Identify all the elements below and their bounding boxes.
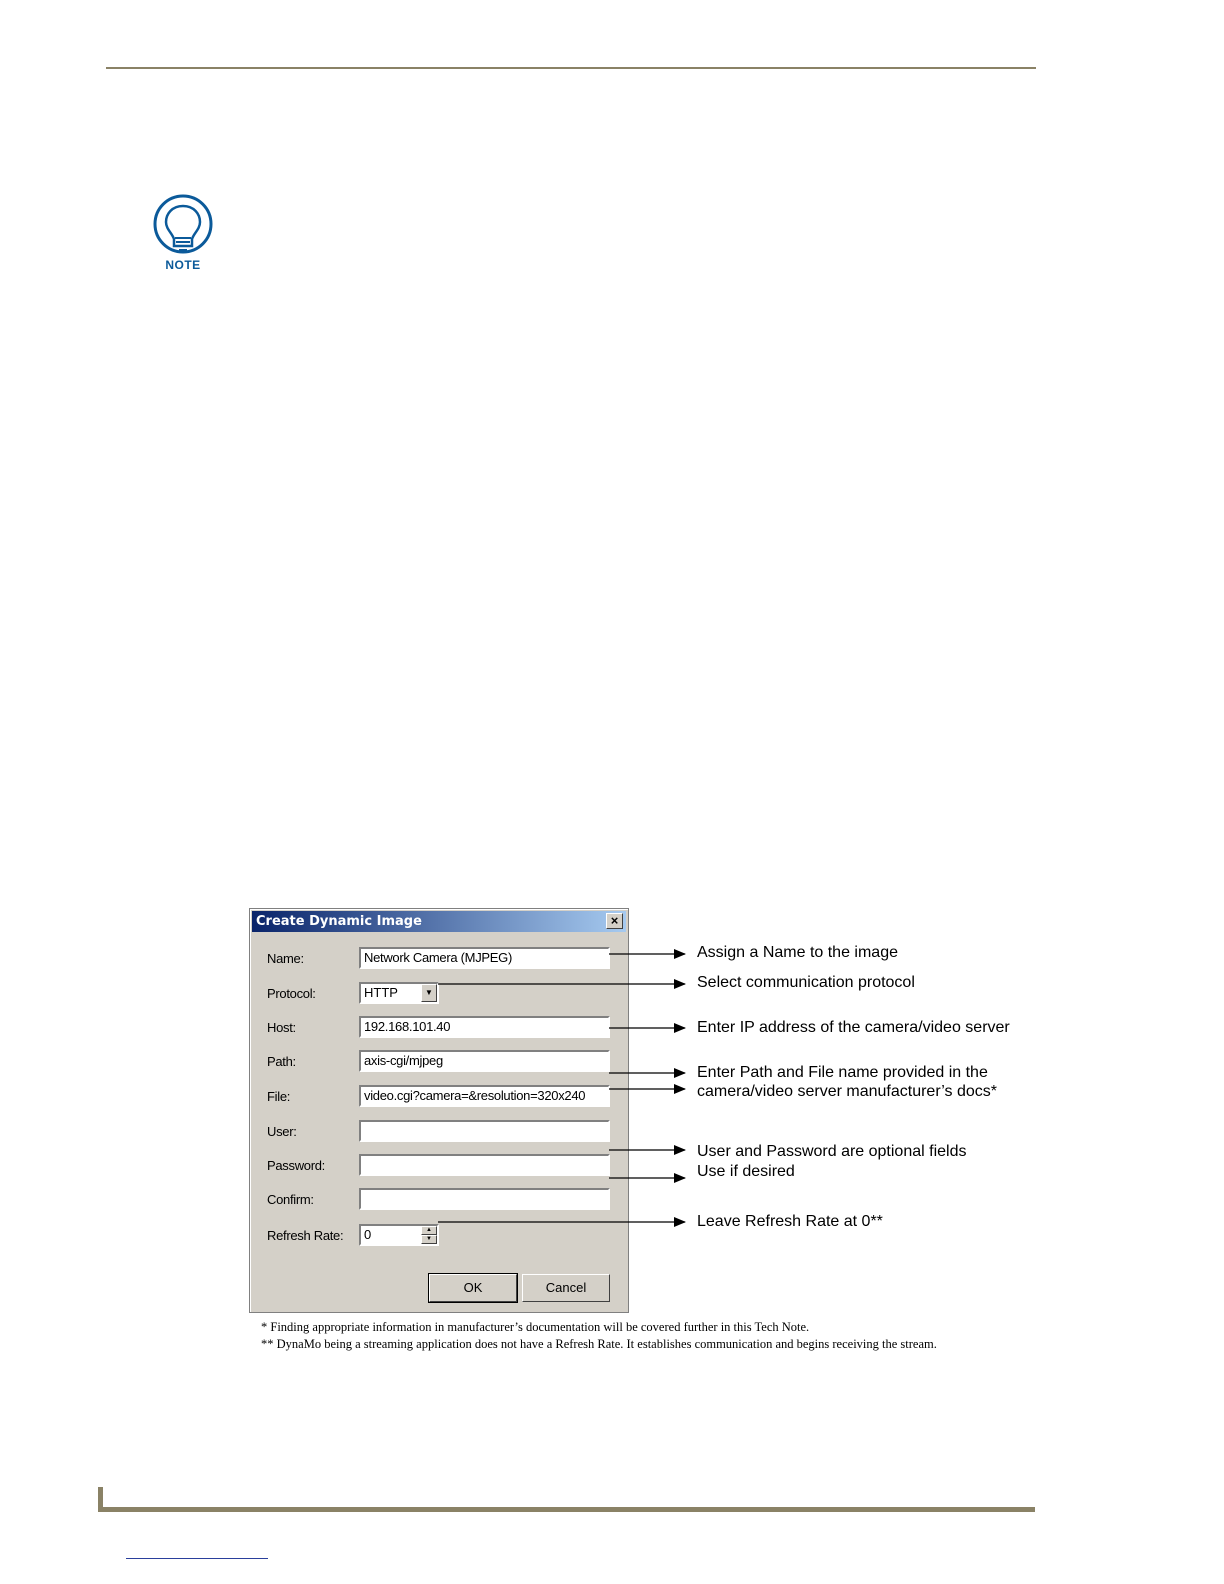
name-input[interactable]: Network Camera (MJPEG) xyxy=(359,947,610,969)
password-label: Password: xyxy=(267,1158,325,1173)
chevron-up-icon[interactable]: ▲ xyxy=(421,1226,437,1235)
callout-refresh: Leave Refresh Rate at 0** xyxy=(697,1213,883,1230)
file-input[interactable]: video.cgi?camera=&resolution=320x240 xyxy=(359,1085,610,1107)
confirm-label: Confirm: xyxy=(267,1192,314,1207)
host-label: Host: xyxy=(267,1020,296,1035)
host-input[interactable]: 192.168.101.40 xyxy=(359,1016,610,1038)
callout-host: Enter IP address of the camera/video server xyxy=(697,1019,1010,1036)
footer-link-underline[interactable] xyxy=(126,1558,268,1559)
footer-rule xyxy=(98,1507,1035,1512)
callout-protocol: Select communication protocol xyxy=(697,974,915,991)
user-label: User: xyxy=(267,1124,297,1139)
callout-path-line1: Enter Path and File name provided in the xyxy=(697,1064,988,1081)
callout-user-line1: User and Password are optional fields xyxy=(697,1143,967,1160)
path-input[interactable]: axis-cgi/mjpeg xyxy=(359,1050,610,1072)
chevron-down-icon[interactable]: ▼ xyxy=(421,984,437,1002)
callout-name: Assign a Name to the image xyxy=(697,944,898,961)
refresh-rate-label: Refresh Rate: xyxy=(267,1228,344,1243)
name-label: Name: xyxy=(267,951,304,966)
protocol-label: Protocol: xyxy=(267,986,316,1001)
callout-user-line2: Use if desired xyxy=(697,1163,795,1180)
footnote-1: * Finding appropriate information in manufacturer’s documentation will be covered further in this Tech Note. xyxy=(261,1320,810,1334)
callout-path-line2: camera/video server manufacturer’s docs* xyxy=(697,1083,997,1100)
dialog-title: Create Dynamic Image xyxy=(256,914,422,929)
footnote-2: ** DynaMo being a streaming application does not have a Refresh Rate. It establishes communication and begins receiving the stream. xyxy=(261,1337,937,1351)
note-label: NOTE xyxy=(165,258,201,272)
chevron-down-icon[interactable]: ▼ xyxy=(421,1235,437,1244)
refresh-rate-value: 0 xyxy=(364,1227,372,1242)
protocol-value: HTTP xyxy=(364,985,398,1000)
cancel-button[interactable]: Cancel xyxy=(522,1274,610,1302)
close-icon[interactable]: × xyxy=(606,913,623,929)
path-label: Path: xyxy=(267,1054,296,1069)
ok-button[interactable]: OK xyxy=(429,1274,517,1302)
file-label: File: xyxy=(267,1089,291,1104)
